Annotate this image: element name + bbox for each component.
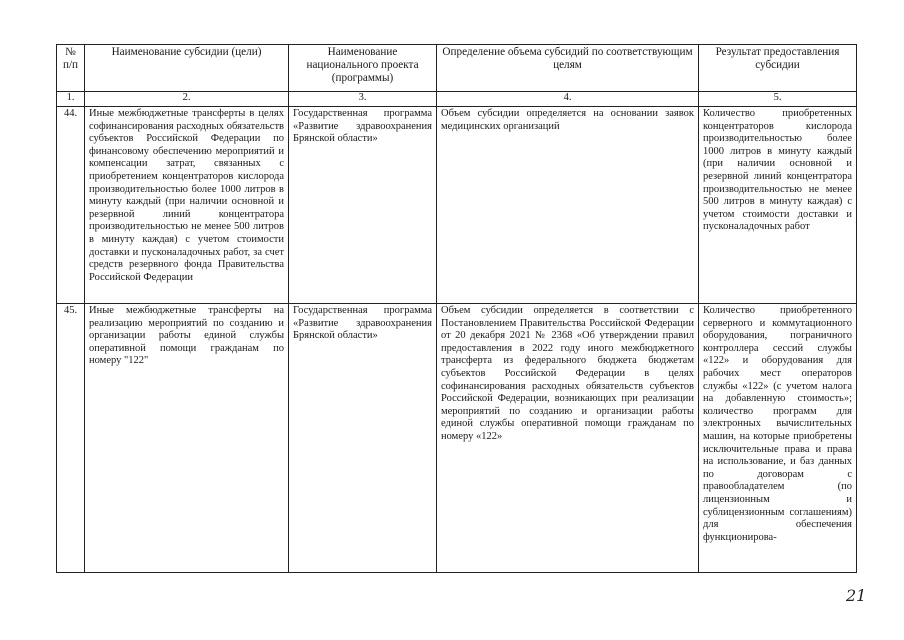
row-number: 45. [57,304,85,573]
row-number: 44. [57,107,85,304]
table-header-row [57,45,857,92]
column-number-2: 2. [85,92,289,107]
national-project: Государственная программа «Развитие здравоохранения Брянской области» [289,304,437,573]
header-result: Результат предоставления субсидии [699,45,857,92]
subsidy-result: Количество приобретенных концентраторов кислорода производительностью более 1000 литров в минуту каждый (при наличии основной и резервной линий концентратора производительностью не менее 500 литров в минуту каждая) с учетом стоимости доставки и пусконаладочных работ [699,107,857,304]
column-number-3: 3. [289,92,437,107]
header-volume-definition: Определение объема субсидий по соответствующим целям [437,45,699,92]
table-row [57,107,857,304]
subsidy-name: Иные межбюджетные трансферты на реализацию мероприятий по созданию и организации работы единой службы оперативной помощи гражданам по номеру "122" [85,304,289,573]
table-row [57,304,857,573]
volume-definition: Объем субсидии определяется в соответствии с Постановлением Правительства Российской Федерации от 20 декабря 2021 № 2368 «Об утверждении правил предоставления в 2022 году иного межбюджетного трансферта из федерального бюджета бюджетам субъектов Российской Федерации в целях софинансирования расходных обязательств субъектов Российской Федерации, возникающих при реализации мероприятий по созданию и организации работы единой службы оперативной помощи гражданам по номеру «122» [437,304,699,573]
page-number: 21 [846,586,867,605]
subsidy-result: Количество приобретенного серверного и коммутационного оборудования, пограничного контроллера сессий службы «122» и оборудования для рабочих мест операторов службы «122» (с учетом налога на добавленную стоимость»; количество программ для электронных вычислительных машин, на которые приобретены исключительные права и права на использование, и баз данных по договорам с правообладателем (по лицензионным и сублицензионным соглашениям) для обеспечения функционирова- [699,304,857,573]
header-subsidy-name: Наименование субсидии (цели) [85,45,289,92]
column-numbering-row [57,92,857,107]
header-number: № п/п [57,45,85,92]
column-number-4: 4. [437,92,699,107]
volume-definition: Объем субсидии определяется на основании заявок медицинских организаций [437,107,699,304]
national-project: Государственная программа «Развитие здравоохранения Брянской области» [289,107,437,304]
subsidy-table [56,44,857,573]
column-number-1: 1. [57,92,85,107]
subsidy-name: Иные межбюджетные трансферты в целях софинансирования расходных обязательств субъектов Российской Федерации по финансовому обеспечению мероприятий и компенсации затрат, связанных с приобретением концентраторов кислорода производительностью более 1000 литров в минуту каждый (при наличии основной и резервной линий концентратора производительностью не менее 500 литров в минуту каждая) с учетом стоимости доставки и пусконаладочных работ, за счет средств резервного фонда Правительства Российской Федерации [85,107,289,304]
column-number-5: 5. [699,92,857,107]
header-national-project: Наименование национального проекта (программы) [289,45,437,92]
